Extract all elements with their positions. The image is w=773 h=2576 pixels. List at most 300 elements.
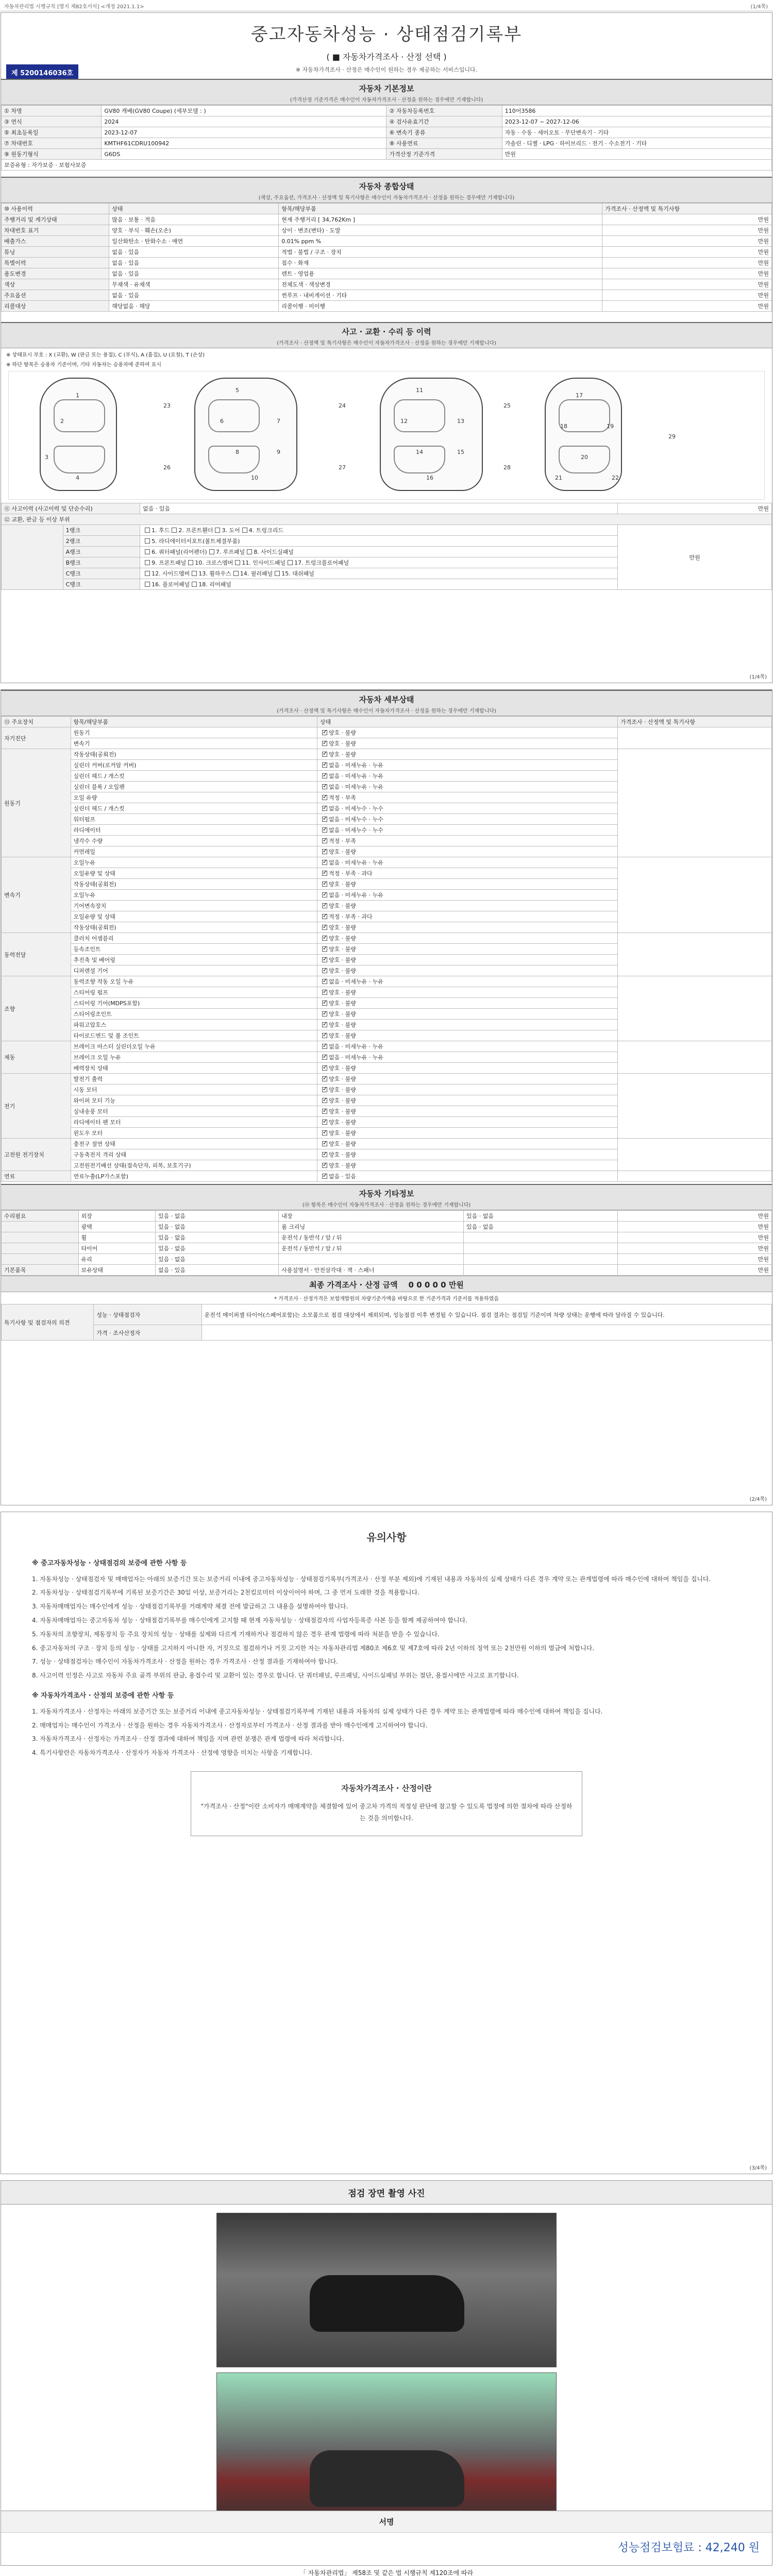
part-name: 7. 루프패널 <box>215 549 245 555</box>
detail-item-label: 라디에이터 <box>71 825 317 836</box>
checkbox-icon <box>145 560 150 565</box>
detail-column-header: 상태 <box>317 717 617 727</box>
summary-item-label: 주요옵션 <box>2 290 109 301</box>
parts-rank-label: B랭크 <box>63 557 140 568</box>
detail-item-label: 등속조인트 <box>71 944 317 955</box>
other-info-cell: 있음 · 없음 <box>463 1211 617 1222</box>
part-name: 5. 라디에이터서포트(볼트체결부품) <box>152 538 240 545</box>
other-info-cell: 없음 · 있음 <box>156 1265 279 1276</box>
detail-item-state-cell <box>317 771 617 782</box>
damage-location-number: 7 <box>277 418 280 425</box>
other-info-cell <box>279 1254 464 1265</box>
basic-info-label: ⑨ 원동기형식 <box>2 149 102 160</box>
other-info-cell: 운전석 / 동반석 / 앞 / 뒤 <box>279 1243 464 1254</box>
notice-paragraph: 1. 자동차가격조사 · 산정자는 아래의 보증기간 또는 보증거리 이내에 중고자동차성능 · 상태점검기록부에 기재된 내용과 자동차의 실제 상태가 다른 경우 계약 또는 관계법령에 따라 매수인에 대하여 책임을 집니다. <box>32 1707 603 1715</box>
summary-column-header: 가격조사 · 산정액 및 특기사항 <box>602 204 772 214</box>
checked-box-icon <box>322 1174 327 1179</box>
detail-item-label: 오일 유량 <box>71 792 317 803</box>
parts-rank-label: C랭크 <box>63 568 140 579</box>
damage-location-number: 3 <box>45 454 48 461</box>
damage-location-number: 19 <box>607 423 614 430</box>
basic-info-label: ⑤ 최초등록일 <box>2 127 102 138</box>
accident-history-price: 만원 <box>617 503 771 514</box>
summary-item-state: 없음 · 있음 <box>109 268 279 279</box>
detail-item-label: 변속기 <box>71 738 317 749</box>
other-info-cell: 수리필요 <box>2 1211 79 1222</box>
detail-item-state-cell <box>317 976 617 987</box>
notice-paragraph: 3. 자동차매매업자는 매수인에게 성능 · 상태점검기록부를 거래계약 체결 전에 발급하고 그 내용을 설명하여야 합니다. <box>32 1603 348 1611</box>
summary-item-label: 튜닝 <box>2 247 109 258</box>
parts-list <box>140 557 618 568</box>
detail-row <box>2 727 772 738</box>
basic-info-section <box>1 79 772 171</box>
parts-list <box>140 568 618 579</box>
other-info-cell: 타이어 <box>78 1243 156 1254</box>
detail-group-price <box>617 1139 771 1171</box>
detail-item-state: 양호 · 불량 <box>328 924 356 931</box>
detail-item-state: 없음 · 미세누유 · 누유 <box>328 762 383 769</box>
notice-section-2: ※ 자동차가격조사 · 산정의 보증에 관한 사항 등 <box>32 1692 174 1700</box>
detail-item-state: 양호 · 불량 <box>328 989 356 996</box>
other-info-cell: 광택 <box>78 1222 156 1232</box>
detail-item-state: 양호 · 불량 <box>328 1032 356 1039</box>
summary-item-state: 없음 · 있음 <box>109 258 279 268</box>
part-name: 18. 리어패널 <box>198 581 231 588</box>
basic-info-row <box>2 106 772 116</box>
detail-group-price <box>617 933 771 976</box>
basic-info-label: ③ 연식 <box>2 116 102 127</box>
page-marker-3: (3/4쪽) <box>749 2165 767 2171</box>
accident-history-answer: 없음 · 있음 <box>140 503 618 514</box>
summary-item-detail: 렌트 · 영업용 <box>279 268 602 279</box>
parts-price: 만원 <box>617 525 771 590</box>
detail-item-label: 고전원전기배선 상태(접속단자, 피복, 보호기구) <box>71 1160 317 1171</box>
checked-box-icon <box>322 871 327 876</box>
damage-location-number: 10 <box>251 474 258 481</box>
other-info-row <box>2 1265 772 1276</box>
checked-box-icon <box>322 946 327 952</box>
inspection-photo-front <box>216 2213 557 2367</box>
checked-box-icon <box>322 806 327 811</box>
other-info-cell: 외장 <box>78 1211 156 1222</box>
detail-item-state-cell <box>317 1095 617 1106</box>
detail-item-state: 양호 · 불량 <box>328 903 356 909</box>
detail-item-state: 없음 · 미세누유 · 누유 <box>328 892 383 899</box>
damage-location-number: 15 <box>457 449 464 455</box>
summary-row <box>2 214 772 225</box>
checked-box-icon <box>322 762 327 768</box>
parts-list <box>140 579 618 590</box>
detail-item-state-cell <box>317 944 617 955</box>
detail-item-state-cell <box>317 1128 617 1139</box>
detail-item-state-cell <box>317 760 617 771</box>
page-header-line <box>0 0 773 11</box>
summary-item-price: 만원 <box>602 290 772 301</box>
detail-item-label: 오일누유 <box>71 890 317 901</box>
insurance-fee: 성능점검보험료 : 42,240 원 <box>617 2541 760 2554</box>
summary-item-state: 없음 · 있음 <box>109 290 279 301</box>
checked-box-icon <box>322 882 327 887</box>
other-info-cell: 만원 <box>617 1254 771 1265</box>
detail-item-state: 양호 · 불량 <box>328 740 356 747</box>
detail-item-state-cell <box>317 1041 617 1052</box>
detail-group-label: 전기 <box>2 1074 71 1139</box>
other-info-cell <box>2 1222 79 1232</box>
detail-group-price <box>617 727 771 749</box>
form-reference: 자동차관리법 시행규칙 [별지 제82호서식] <개정 2021.1.1> <box>4 4 144 10</box>
other-info-cell <box>463 1243 617 1254</box>
checked-box-icon <box>322 1130 327 1136</box>
parts-rank-label: 1랭크 <box>63 525 140 536</box>
detail-item-state-cell <box>317 814 617 825</box>
detail-item-state: 적정 · 부족 <box>328 838 356 844</box>
summary-item-label: 용도변경 <box>2 268 109 279</box>
other-info-cell: 있음 · 없음 <box>156 1211 279 1222</box>
detail-item-state-cell <box>317 1160 617 1171</box>
detail-item-label: 배력장치 상태 <box>71 1063 317 1074</box>
document-note: ※ 자동차가격조사 · 산정은 매수인이 원하는 경우 제공하는 서비스입니다. <box>295 66 478 73</box>
summary-item-state: 양호 · 부식 · 훼손(오손) <box>109 225 279 236</box>
summary-row <box>2 290 772 301</box>
detail-item-label: 시동 모터 <box>71 1084 317 1095</box>
summary-item-price: 만원 <box>602 236 772 247</box>
damage-location-number: 14 <box>416 449 423 455</box>
damage-location-number: 17 <box>576 392 583 399</box>
basic-info-value: 2023-12-07 <box>102 127 386 138</box>
detail-item-state: 없음 · 미세누유 · 누유 <box>328 773 383 779</box>
summary-column-header: 상태 <box>109 204 279 214</box>
detail-item-state-cell <box>317 965 617 976</box>
summary-item-state: 없음 · 있음 <box>109 247 279 258</box>
part-name: 1. 후드 <box>152 527 170 534</box>
detail-item-state: 양호 · 불량 <box>328 1151 356 1158</box>
detail-item-label: 냉각수 수량 <box>71 836 317 846</box>
checked-box-icon <box>322 827 327 833</box>
checkbox-icon <box>209 549 214 554</box>
detail-item-state-cell <box>317 901 617 911</box>
detail-item-state: 없음 · 미세누유 · 누유 <box>328 784 383 790</box>
other-info-cell: 있음 · 없음 <box>156 1254 279 1265</box>
checked-box-icon <box>322 741 327 746</box>
detail-item-state-cell <box>317 890 617 901</box>
damage-location-number: 4 <box>76 474 79 481</box>
inspector-label: 성능 · 상태점검자 <box>94 1304 201 1325</box>
detail-item-state: 양호 · 불량 <box>328 1022 356 1028</box>
detail-item-label: 실린더 블록 / 오일팬 <box>71 782 317 792</box>
other-info-cell: 내장 <box>279 1211 464 1222</box>
part-name: 16. 플로어패널 <box>152 581 190 588</box>
document-subtitle: ( ■ 자동차가격조사 · 산정 선택 ) <box>326 52 447 62</box>
document-number: 제 5200146036호 <box>6 64 78 80</box>
summary-item-detail: 상이 · 변조(변타) · 도말 <box>279 225 602 236</box>
detail-item-label: 구동축전지 격리 상태 <box>71 1149 317 1160</box>
detail-item-label: 추진축 및 베어링 <box>71 955 317 965</box>
notice-paragraph: 3. 자동차가격조사 · 산정자는 가격조사 · 산정 결과에 대하여 책임을 지며 관련 분쟁은 관계 법령에 따라 처리합니다. <box>32 1735 344 1743</box>
part-name: 14. 필러패널 <box>240 570 273 577</box>
detail-item-label: 타이로드엔드 및 볼 조인트 <box>71 1030 317 1041</box>
damage-location-number: 11 <box>416 387 423 394</box>
page-marker-1: (1/4쪽) <box>749 674 767 680</box>
detail-item-label: 윈도우 모터 <box>71 1128 317 1139</box>
detail-item-state-cell <box>317 987 617 998</box>
detail-item-label: 연료누출(LP가스포함) <box>71 1171 317 1182</box>
damage-location-number: 5 <box>236 387 239 394</box>
detail-item-label: 브레이크 마스터 실린더오일 누유 <box>71 1041 317 1052</box>
other-info-cell: 휠 <box>78 1232 156 1243</box>
detail-item-label: 라디에이터 팬 모터 <box>71 1117 317 1128</box>
checked-box-icon <box>322 1033 327 1038</box>
checked-box-icon <box>322 1044 327 1049</box>
damage-location-number: 9 <box>277 449 280 455</box>
other-info-cell: 있음 · 없음 <box>463 1222 617 1232</box>
damage-location-number: 2 <box>60 418 64 425</box>
notice-paragraph: 4. 특기사항란은 자동차가격조사 · 산정자가 자동차 가격조사 · 산정에 영향을 미치는 사항을 기재합니다. <box>32 1749 312 1757</box>
detail-group-label: 조향 <box>2 976 71 1041</box>
summary-item-price: 만원 <box>602 301 772 312</box>
detail-item-state: 양호 · 불량 <box>328 1065 356 1072</box>
inspection-sheet-page-1 <box>1 12 772 683</box>
basic-info-label: ① 차명 <box>2 106 102 116</box>
detail-item-label: 스티어링조인트 <box>71 1009 317 1020</box>
detail-item-state: 양호 · 불량 <box>328 1108 356 1115</box>
inspection-photo-lift <box>216 2372 557 2527</box>
detail-item-state-cell <box>317 846 617 857</box>
detail-item-state: 양호 · 불량 <box>328 935 356 942</box>
other-heading: 자동차 기타정보 (⑭ 항목은 매수인이 자동차가격조사 · 산정을 원하는 경우에만 기재합니다) <box>1 1184 772 1210</box>
checkbox-icon <box>242 528 247 533</box>
summary-row <box>2 258 772 268</box>
checked-box-icon <box>322 730 327 735</box>
other-info-cell: 운전석 / 동반석 / 앞 / 뒤 <box>279 1232 464 1243</box>
summary-table <box>1 203 772 312</box>
damage-location-number: 12 <box>400 418 408 425</box>
basic-info-label: ⑦ 차대번호 <box>2 138 102 149</box>
summary-row <box>2 247 772 258</box>
detail-item-state: 양호 · 불량 <box>328 1000 356 1007</box>
detail-column-header: 가격조사 · 산정액 및 특기사항 <box>617 717 771 727</box>
summary-item-state: 무채색 · 유채색 <box>109 279 279 290</box>
detail-item-label: 발전기 출력 <box>71 1074 317 1084</box>
appraiser-notes <box>201 1325 771 1341</box>
detail-item-state-cell <box>317 879 617 890</box>
other-info-cell <box>2 1243 79 1254</box>
inspection-sheet-page-2 <box>1 689 772 1505</box>
detail-group-price <box>617 1074 771 1139</box>
checkbox-icon <box>275 571 280 576</box>
checkbox-icon <box>188 560 193 565</box>
detail-item-state: 양호 · 불량 <box>328 1119 356 1126</box>
checked-box-icon <box>322 838 327 843</box>
detail-heading: 자동차 세부상태 (가격조사 · 산정액 및 특기사항은 매수인이 자동차가격조사 · 산정을 원하는 경우에만 기재합니다) <box>1 690 772 716</box>
summary-item-price: 만원 <box>602 258 772 268</box>
detail-item-state: 양호 · 불량 <box>328 1076 356 1082</box>
detail-item-label: 와이퍼 모터 기능 <box>71 1095 317 1106</box>
detail-item-state-cell <box>317 1171 617 1182</box>
detail-item-state-cell <box>317 1020 617 1030</box>
summary-item-detail: 침수 · 화재 <box>279 258 602 268</box>
detail-group-label: 자기진단 <box>2 727 71 749</box>
detail-row <box>2 976 772 987</box>
checked-box-icon <box>322 1098 327 1103</box>
notice-paragraph: 5. 자동차의 조향장치, 제동장치 등 주요 장치의 성능 · 상태를 실제와 다르게 기재하거나 점검하지 않은 경우 관계 법령에 따라 처분을 받을 수 있습니다. <box>32 1630 440 1638</box>
accident-section <box>1 322 772 590</box>
detail-item-state-cell <box>317 738 617 749</box>
other-info-cell: 만원 <box>617 1243 771 1254</box>
other-info-cell <box>463 1232 617 1243</box>
other-info-row <box>2 1232 772 1243</box>
checkbox-icon <box>215 528 220 533</box>
detail-group-label: 변속기 <box>2 857 71 933</box>
summary-item-detail: 썬루프 · 내비게이션 · 기타 <box>279 290 602 301</box>
detail-group-price <box>617 976 771 1041</box>
other-table <box>1 1210 772 1276</box>
checkbox-icon <box>145 528 150 533</box>
checked-box-icon <box>322 1120 327 1125</box>
signature-area <box>1 2511 772 2576</box>
car-diagram <box>8 371 765 500</box>
summary-item-price: 만원 <box>602 268 772 279</box>
vehicle-photo-shape <box>310 2275 464 2332</box>
detail-item-label: 스티어링 펌프 <box>71 987 317 998</box>
other-info-row <box>2 1211 772 1222</box>
summary-item-detail: 전체도색 · 색상변경 <box>279 279 602 290</box>
basic-info-value: 자동 · 수동 · 세미오토 · 무단변속기 · 기타 <box>502 127 771 138</box>
checkbox-icon <box>233 571 239 576</box>
detail-item-state-cell <box>317 1084 617 1095</box>
notice-paragraph: 1. 자동차성능 · 상태점검자 및 매매업자는 아래의 보증기간 또는 보증거리 이내에 중고자동차성능 · 상태점검기록부(가격조사 · 산정 부분 제외)에 기재된 내용과 자동차의 실제 상태가 다른 경우 계약 또는 관계법령에 따라 매수인에 대하여 책임을 집니다. <box>32 1575 711 1583</box>
part-name: 8. 사이드실패널 <box>254 549 294 555</box>
detail-row <box>2 1074 772 1084</box>
appraiser-label: 가격 · 조사산정자 <box>94 1325 201 1341</box>
checked-box-icon <box>322 892 327 897</box>
checked-box-icon <box>322 936 327 941</box>
checked-box-icon <box>322 1055 327 1060</box>
detail-item-state: 적정 · 부족 · 과다 <box>328 913 373 920</box>
accident-history-row <box>2 503 772 514</box>
checked-box-icon <box>322 795 327 800</box>
basic-info-value: 2024 <box>102 116 386 127</box>
appraisal-definition-title: 자동차가격조사 · 산정이란 <box>341 1783 432 1793</box>
basic-info-label: ② 자동차등록번호 <box>386 106 502 116</box>
detail-item-state: 없음 · 있음 <box>328 1173 356 1180</box>
summary-item-detail: 현재 주행거리 [ 34,762Km ] <box>279 214 602 225</box>
detail-item-state-cell <box>317 857 617 868</box>
summary-item-detail: 리콜이행 · 미이행 <box>279 301 602 312</box>
basic-info-row <box>2 116 772 127</box>
detail-item-label: 작동상태(공회전) <box>71 922 317 933</box>
other-info-cell: 룸 크리닝 <box>279 1222 464 1232</box>
detail-group-label: 연료 <box>2 1171 71 1182</box>
checkbox-icon <box>192 571 197 576</box>
detail-item-state: 없음 · 미세누유 · 누유 <box>328 978 383 985</box>
detail-item-label: 작동상태(공회전) <box>71 879 317 890</box>
photo-heading: 점검 장면 촬영 사진 <box>1 2181 772 2205</box>
summary-item-price: 만원 <box>602 214 772 225</box>
basic-info-table <box>1 105 772 171</box>
summary-row <box>2 225 772 236</box>
checked-box-icon <box>322 1076 327 1081</box>
part-name: 17. 트렁크플로어패널 <box>294 560 349 566</box>
special-notes-label: 특기사항 및 점검자의 의견 <box>2 1304 94 1341</box>
detail-item-state: 양호 · 불량 <box>328 730 356 736</box>
checkbox-icon <box>145 571 150 576</box>
detail-item-state: 없음 · 미세누수 · 누수 <box>328 816 383 823</box>
detail-item-state-cell <box>317 955 617 965</box>
page-counter: (1/4쪽) <box>750 4 768 10</box>
parts-rank-label: A랭크 <box>63 547 140 557</box>
detail-item-state: 양호 · 불량 <box>328 946 356 953</box>
summary-section <box>1 177 772 312</box>
checked-box-icon <box>322 1011 327 1016</box>
basic-info-row <box>2 138 772 149</box>
parts-rank-label: C랭크 <box>63 579 140 590</box>
damaged-parts-label: ⑫ 교환, 판금 등 이상 부위 <box>2 514 772 525</box>
other-info-cell: 기본품목 <box>2 1265 79 1276</box>
detail-row <box>2 933 772 944</box>
damage-location-number: 16 <box>426 474 433 481</box>
detail-item-state: 적정 · 부족 · 과다 <box>328 870 373 877</box>
detail-item-state-cell <box>317 1149 617 1160</box>
summary-item-label: 차대번호 표기 <box>2 225 109 236</box>
accident-heading: 사고 · 교환 · 수리 등 이력 (가격조사 · 산정액 및 특기사항은 매수인이 자동차가격조사 · 산정을 원하는 경우에만 기재합니다) <box>1 322 772 348</box>
basic-info-value: 가솔린 · 디젤 · LPG · 하이브리드 · 전기 · 수소전기 · 기타 <box>502 138 771 149</box>
checked-box-icon <box>322 979 327 984</box>
detail-item-state-cell <box>317 1063 617 1074</box>
part-name: 3. 도어 <box>222 527 240 534</box>
damage-location-number: 22 <box>612 474 619 481</box>
detail-item-state: 없음 · 미세누수 · 누수 <box>328 805 383 812</box>
summary-item-price: 만원 <box>602 225 772 236</box>
notice-paragraph: 2. 매매업자는 매수인이 가격조사 · 산정을 원하는 경우 자동차가격조사 · 산정자로부터 가격조사 · 산정 결과를 받아 매수인에게 고지하여야 합니다. <box>32 1721 428 1729</box>
basic-info-label: ④ 검사유효기간 <box>386 116 502 127</box>
checkbox-icon <box>288 560 293 565</box>
detail-item-state: 양호 · 불량 <box>328 1011 356 1018</box>
detail-group-price <box>617 1171 771 1182</box>
checked-box-icon <box>322 903 327 908</box>
detail-item-label: 커먼레일 <box>71 846 317 857</box>
detail-item-state-cell <box>317 1052 617 1063</box>
accident-legend: ※ 상태표시 부호 : X (교환), W (판금 또는 용접), C (부식), A (흠집), U (요철), T (손상) <box>6 352 205 358</box>
summary-item-detail: 0.01% ppm % <box>279 236 602 247</box>
detail-item-label: 오일유량 및 상태 <box>71 868 317 879</box>
checked-box-icon <box>322 1109 327 1114</box>
checked-box-icon <box>322 1001 327 1006</box>
detail-item-label: 실내송풍 모터 <box>71 1106 317 1117</box>
other-info-cell: 만원 <box>617 1232 771 1243</box>
detail-item-state-cell <box>317 792 617 803</box>
other-info-row <box>2 1243 772 1254</box>
damage-location-number: 6 <box>220 418 224 425</box>
total-price-row: 최종 가격조사 · 산정 금액 0 0 0 0 0 만원 <box>1 1276 772 1292</box>
detail-row <box>2 1139 772 1149</box>
detail-item-label: 브레이크 오일 누유 <box>71 1052 317 1063</box>
damage-location-number: 25 <box>503 402 511 409</box>
detail-item-state: 양호 · 불량 <box>328 881 356 888</box>
summary-column-header: 항목/해당부품 <box>279 204 602 214</box>
detail-item-state: 양호 · 불량 <box>328 1087 356 1093</box>
notice-content <box>1 1512 772 1864</box>
detail-group-price <box>617 1041 771 1074</box>
checkbox-icon <box>247 549 252 554</box>
car-top-view-right <box>380 378 483 491</box>
summary-item-state: 많음 · 보통 · 적음 <box>109 214 279 225</box>
summary-item-price: 만원 <box>602 279 772 290</box>
detail-item-state-cell <box>317 836 617 846</box>
part-name: 6. 쿼터패널(리어펜더) <box>152 549 207 555</box>
parts-rank-label: 2랭크 <box>63 536 140 547</box>
summary-item-price: 만원 <box>602 247 772 258</box>
basic-info-value: G6DS <box>102 149 386 160</box>
